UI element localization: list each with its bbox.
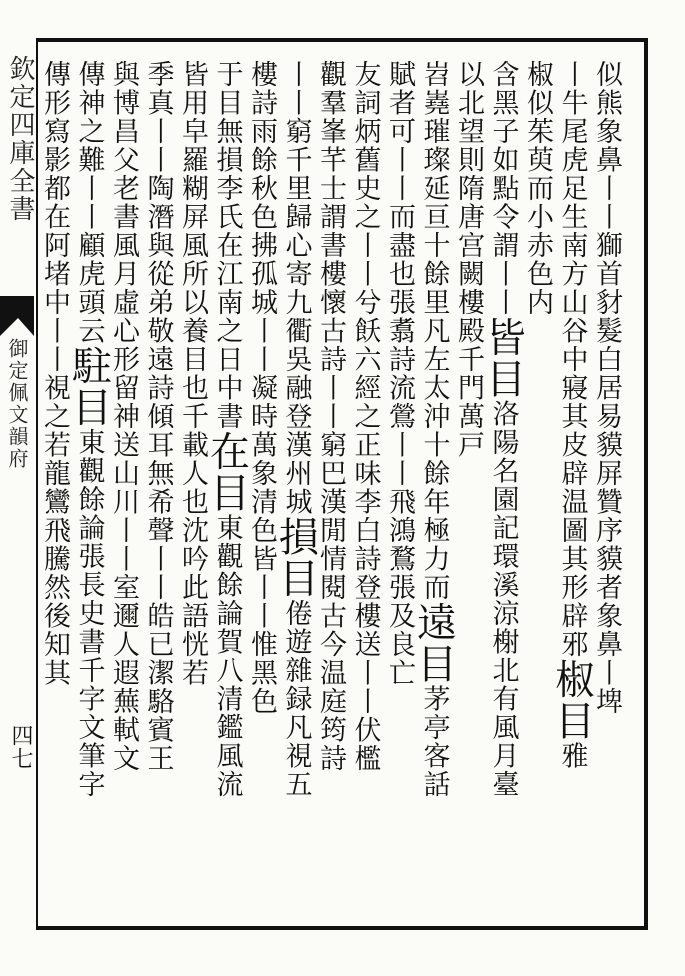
text-segment: 賦者可丨丨而盡也張翥詩流鶯丨丨飛鴻鶩	[384, 60, 415, 573]
text-segment: 似熊象鼻丨丨獅首豺髮白居易貘屏贊序貘者象鼻丨	[591, 60, 622, 687]
text-segment: 皆用皁羅糊屏風所以養目也	[177, 60, 208, 402]
entry-heading: 損目	[272, 516, 319, 599]
text-segment: 雅	[556, 741, 588, 770]
entry-heading: 椒目	[548, 658, 595, 742]
text-segment: 千載人也沈吟此語恍若	[177, 402, 208, 687]
text-segment: 友詞炳舊史之丨丨兮飫六經之正味李白詩登樓送丨丨伏檻	[349, 60, 381, 773]
fish-tail-ornament-icon	[0, 296, 34, 336]
page-number: 四七	[8, 724, 33, 770]
frame-right-border	[644, 38, 648, 930]
text-segment: 張及良亡	[384, 573, 415, 687]
entry-heading: 遠目	[410, 601, 457, 685]
entry-heading: 在目	[203, 430, 250, 514]
text-segment: 茅亭客話	[418, 684, 450, 799]
text-segment: 洛陽名園記環溪涼榭北有風月臺	[487, 399, 519, 799]
text-segment: 與博昌父老書風月虛心形留神送山川丨丨室邇人遐蕪軾文	[108, 60, 139, 773]
book-subtitle: 御定佩文韻府	[5, 338, 29, 470]
text-segment: 倦遊雜録凡視五	[280, 599, 312, 799]
text-segment: 季真丨丨陶潛與從弟敬遠詩傾耳無希聲丨丨皓已潔駱賓王	[142, 60, 174, 773]
text-column	[32, 60, 76, 687]
text-segment: 樓詩雨餘秋色拂孤城丨丨凝時萬象清	[246, 60, 277, 516]
text-segment: 埤	[591, 687, 622, 716]
text-segment: 以北望則隋唐宫闕樓殿千門萬戸	[453, 60, 484, 459]
entry-heading: 駐目	[65, 345, 112, 428]
text-segment: 丨牛尾虎足生南方山谷中寢其皮辟温圖其形辟邪	[556, 60, 588, 659]
frame-top-border	[36, 38, 648, 42]
text-segment: 傳神之難丨丨顧虎頭云	[73, 60, 105, 345]
text-segment: 含黑子如點令謂丨丨	[487, 60, 519, 317]
entry-heading: 皆目	[479, 316, 526, 400]
text-segment: 椒似茱萸而小赤色内	[522, 60, 553, 317]
text-segment: 丨丨窮千里歸心寄九衢吳融登漢州城	[280, 60, 312, 516]
text-segment: 觀羣峯芊士謂書樓懷古詩丨丨窮巴漢閒情閱古今温庭筠詩	[315, 60, 346, 773]
text-segment: 東觀餘論賀八清鑑風流	[211, 513, 243, 799]
text-segment: 于目無損李氏在江南之日中書	[211, 60, 243, 431]
text-segment: 傳形寫影都在阿堵中	[39, 60, 70, 317]
frame-bottom-border	[36, 926, 648, 930]
text-segment: 岧嶤璀璨延亘十餘里凡左太沖十餘年極力而	[418, 60, 450, 602]
text-segment: 丨丨視之若龍鸞飛騰然後知其	[39, 316, 70, 687]
book-title: 欽定四庫全書	[5, 55, 35, 223]
text-segment: 色皆丨丨惟黑色	[246, 516, 277, 716]
text-segment: 東觀餘論張長史書千字文筆字	[73, 428, 105, 799]
